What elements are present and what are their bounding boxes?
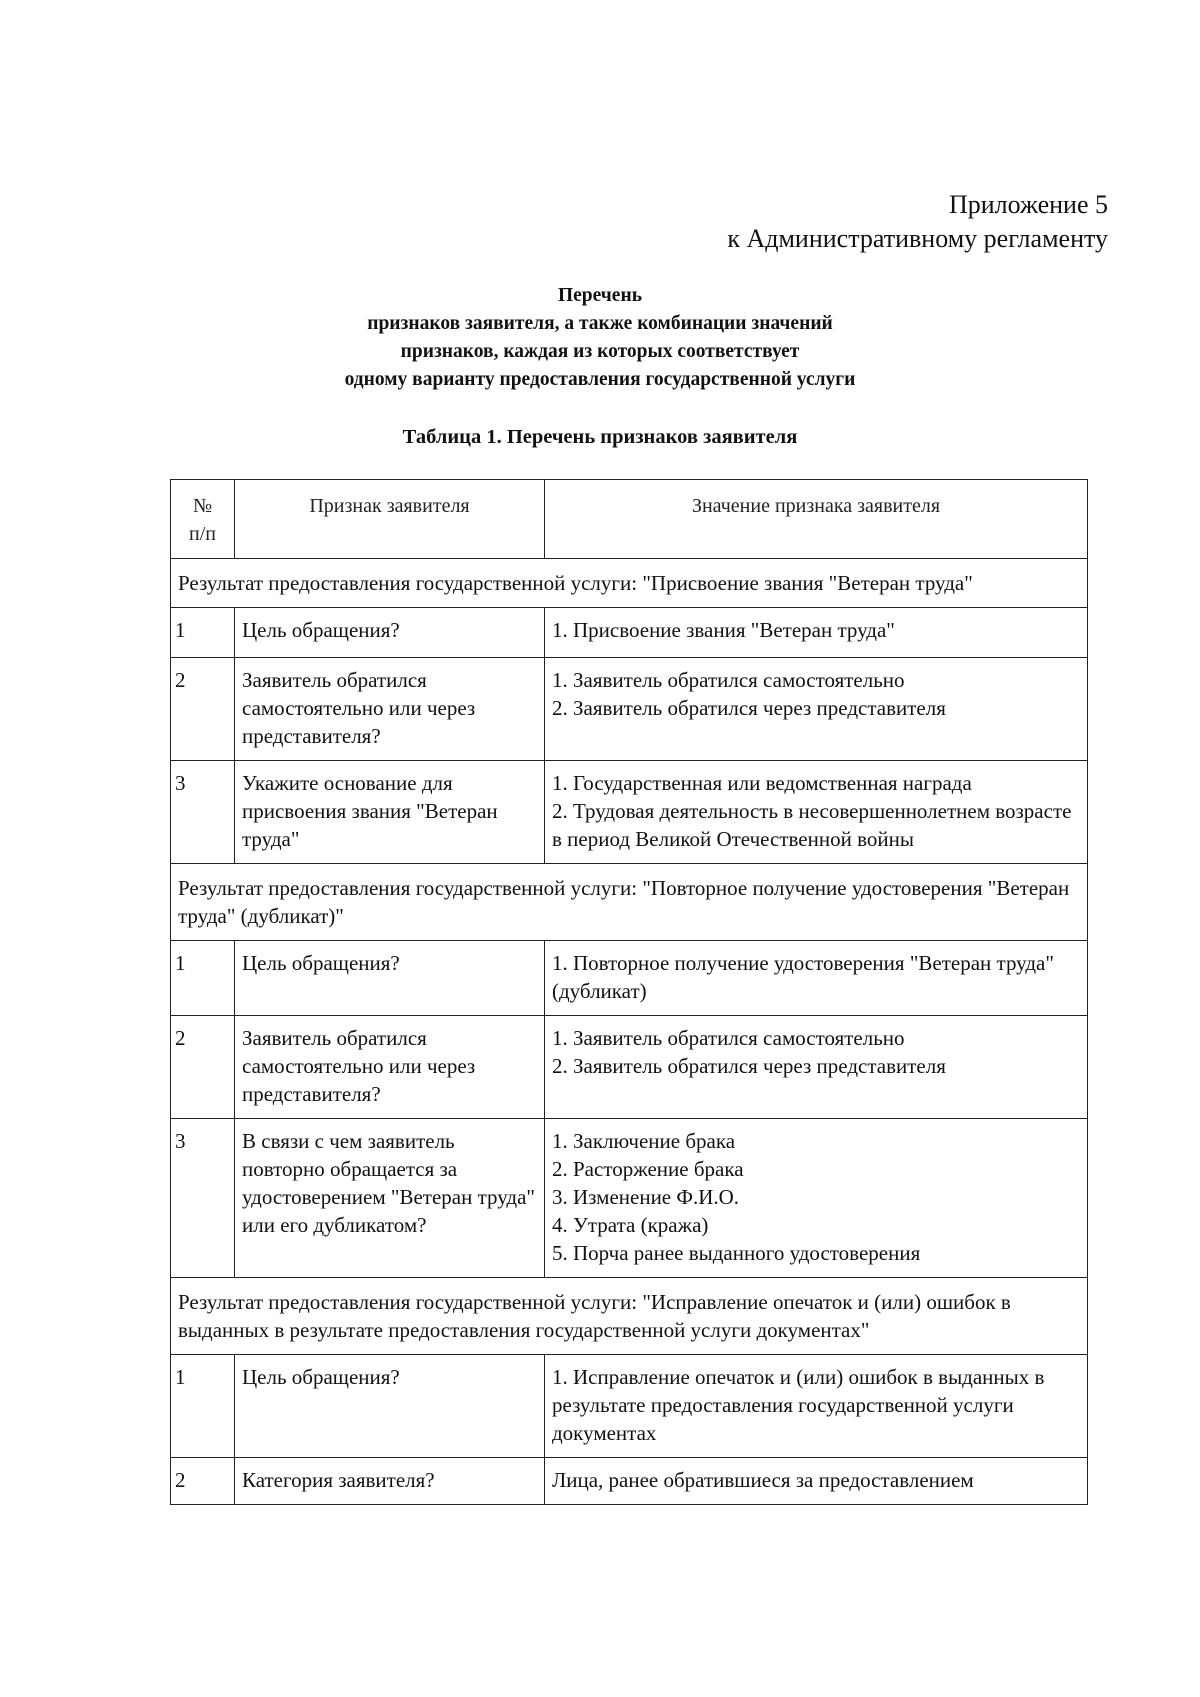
row-feature: Цель обращения? — [235, 941, 545, 1016]
table-row — [171, 658, 1088, 761]
table-row — [171, 608, 1088, 658]
row-feature: Заявитель обратился самостоятельно или через представителя? — [235, 1016, 545, 1119]
document-heading — [0, 282, 1200, 394]
row-values — [545, 1119, 1088, 1278]
row-number: 2 — [171, 658, 235, 761]
row-number: 3 — [171, 1119, 235, 1278]
value-item: 1. Повторное получение удостоверения "Ветеран труда" (дубликат) — [552, 951, 1054, 1003]
header-number-abbr: п/п — [189, 523, 216, 545]
table-header-row — [171, 480, 1088, 559]
row-number: 1 — [171, 1355, 235, 1458]
value-item: 1. Заявитель обратился самостоятельно — [552, 1026, 905, 1050]
section-title: Результат предоставления государственной услуги: "Присвоение звания "Ветеран труда" — [171, 559, 1088, 608]
table-row — [171, 761, 1088, 864]
appendix-subtitle: к Административному регламенту — [727, 224, 1108, 253]
heading-line-3: признаков, каждая из которых соответствует — [400, 341, 800, 362]
table-row — [171, 1016, 1088, 1119]
row-values — [545, 658, 1088, 761]
table-row — [171, 1355, 1088, 1458]
header-number-sign: № — [192, 495, 213, 517]
row-feature: Категория заявителя? — [235, 1458, 545, 1505]
row-values — [545, 761, 1088, 864]
table-row — [171, 941, 1088, 1016]
row-feature: Цель обращения? — [235, 608, 545, 658]
value-item: 1. Государственная или ведомственная награда — [552, 771, 972, 795]
appendix-header — [727, 188, 1108, 256]
row-feature: Укажите основание для присвоения звания "Ветеран труда" — [235, 761, 545, 864]
value-item: 1. Заявитель обратился самостоятельно — [552, 668, 905, 692]
row-number: 2 — [171, 1016, 235, 1119]
section-row — [171, 1278, 1088, 1355]
row-feature: Заявитель обратился самостоятельно или через представителя? — [235, 658, 545, 761]
value-item: 1. Присвоение звания "Ветеран труда" — [552, 618, 895, 642]
value-item: Лица, ранее обратившиеся за предоставлением — [552, 1468, 974, 1492]
row-feature: Цель обращения? — [235, 1355, 545, 1458]
value-item: 2. Заявитель обратился через представителя — [552, 1054, 946, 1078]
value-item: 3. Изменение Ф.И.О. — [552, 1185, 740, 1209]
row-number: 2 — [171, 1458, 235, 1505]
value-item: 5. Порча ранее выданного удостоверения — [552, 1241, 921, 1265]
table-row — [171, 1119, 1088, 1278]
section-title: Результат предоставления государственной услуги: "Повторное получение удостоверения "Ветеран труда" (дубликат)" — [171, 864, 1088, 941]
row-values — [545, 1016, 1088, 1119]
row-values — [545, 941, 1088, 1016]
section-title: Результат предоставления государственной услуги: "Исправление опечаток и (или) ошибок в выданных в результате предоставления государственной услуги документах" — [171, 1278, 1088, 1355]
row-values — [545, 1355, 1088, 1458]
value-item: 4. Утрата (кража) — [552, 1213, 709, 1237]
heading-line-1: Перечень — [557, 285, 643, 306]
row-number: 3 — [171, 761, 235, 864]
section-row — [171, 559, 1088, 608]
section-row — [171, 864, 1088, 941]
appendix-title: Приложение 5 — [948, 190, 1108, 219]
value-item: 2. Заявитель обратился через представителя — [552, 696, 946, 720]
table-caption: Таблица 1. Перечень признаков заявителя — [402, 426, 798, 448]
row-number: 1 — [171, 941, 235, 1016]
row-values — [545, 608, 1088, 658]
row-values — [545, 1458, 1088, 1505]
row-number: 1 — [171, 608, 235, 658]
value-item: 1. Исправление опечаток и (или) ошибок в выданных в результате предоставления государственной услуги документах — [552, 1365, 1045, 1445]
heading-line-4: одному варианту предоставления государственной услуги — [344, 369, 856, 390]
header-feature: Признак заявителя — [235, 480, 545, 559]
table-row — [171, 1458, 1088, 1505]
header-number — [171, 480, 235, 559]
value-item: 2. Трудовая деятельность в несовершеннолетнем возрасте в период Великой Отечественной войны — [552, 799, 1072, 851]
value-item: 1. Заключение брака — [552, 1129, 736, 1153]
value-item: 2. Расторжение брака — [552, 1157, 744, 1181]
header-value: Значение признака заявителя — [545, 480, 1088, 559]
row-feature: В связи с чем заявитель повторно обращается за удостоверением "Ветеран труда" или его дубликатом? — [235, 1119, 545, 1278]
applicant-features-table — [170, 479, 1088, 1505]
heading-line-2: признаков заявителя, а также комбинации значений — [367, 313, 833, 334]
